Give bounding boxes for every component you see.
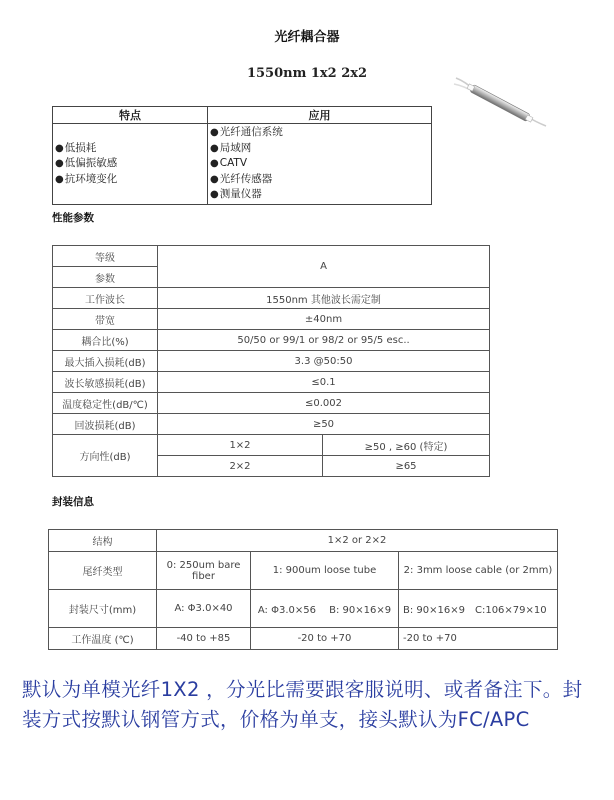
table-row: 工作波长 1550nm 其他波长需定制 (53, 288, 490, 309)
table-row: 波长敏感损耗(dB) ≤0.1 (53, 372, 490, 393)
list-item: ●局域网 (210, 141, 252, 154)
order-note: 默认为单模光纤1X2 ，分光比需要跟客服说明、或者备注下。封装方式按默认钢管方式，价格为单支，接头默认为FC/APC (22, 678, 583, 731)
table-row: 尾纤类型 0: 250um bare fiber 1: 900um loose tube 2: 3mm loose cable (or 2mm) (49, 552, 558, 590)
grade-value: A (158, 246, 490, 288)
applications-cell (208, 124, 432, 205)
list-item: ●低损耗 (55, 141, 97, 154)
grade-label: 等级 (53, 246, 158, 267)
table-row: 最大插入损耗(dB) 3.3 @50:50 (53, 351, 490, 372)
list-item: ●光纤传感器 (210, 172, 273, 185)
table-row: 回波损耗(dB) ≥50 (53, 414, 490, 435)
list-item: ●抗环境变化 (55, 172, 118, 185)
features-cell (53, 124, 208, 205)
product-subtitle: 1550nm 1x2 2x2 (246, 66, 368, 81)
page-title: 光纤耦合器 (274, 30, 340, 45)
package-table (48, 529, 558, 650)
features-table (52, 106, 432, 205)
performance-table (52, 245, 490, 477)
list-item: ●光纤通信系统 (210, 126, 283, 138)
table-row: 封装尺寸(mm) A: Φ3.0×40 A: Φ3.0×56 B: 90×16×9 B: 90×16×9 C:106×79×10 (49, 590, 558, 628)
table-row: 2×2 ≥65 (53, 456, 490, 477)
table-row: 耦合比(%) 50/50 or 99/1 or 98/2 or 95/5 esc.. (53, 330, 490, 351)
list-item: ●低偏振敏感 (55, 157, 118, 169)
table-row: 工作温度 (℃) -40 to +85 -20 to +70 -20 to +70 (49, 628, 558, 650)
directivity-label: 方向性(dB) (53, 435, 158, 477)
features-header: 特点 (53, 107, 208, 124)
table-row: 方向性(dB) 1×2 ≥50 , ≥60 (特定) (53, 435, 490, 456)
table-row: 结构 1×2 or 2×2 (49, 530, 558, 552)
table-row: 带宽 ±40nm (53, 309, 490, 330)
applications-header: 应用 (208, 107, 432, 124)
package-section-title: 封装信息 (52, 496, 94, 508)
fiber-coupler-image (452, 70, 548, 132)
list-item: ●测量仪器 (210, 188, 262, 200)
param-label: 参数 (53, 267, 158, 288)
performance-section-title: 性能参数 (52, 212, 94, 224)
table-row: 温度稳定性(dB/℃) ≤0.002 (53, 393, 490, 414)
list-item: ●CATV (210, 157, 248, 169)
